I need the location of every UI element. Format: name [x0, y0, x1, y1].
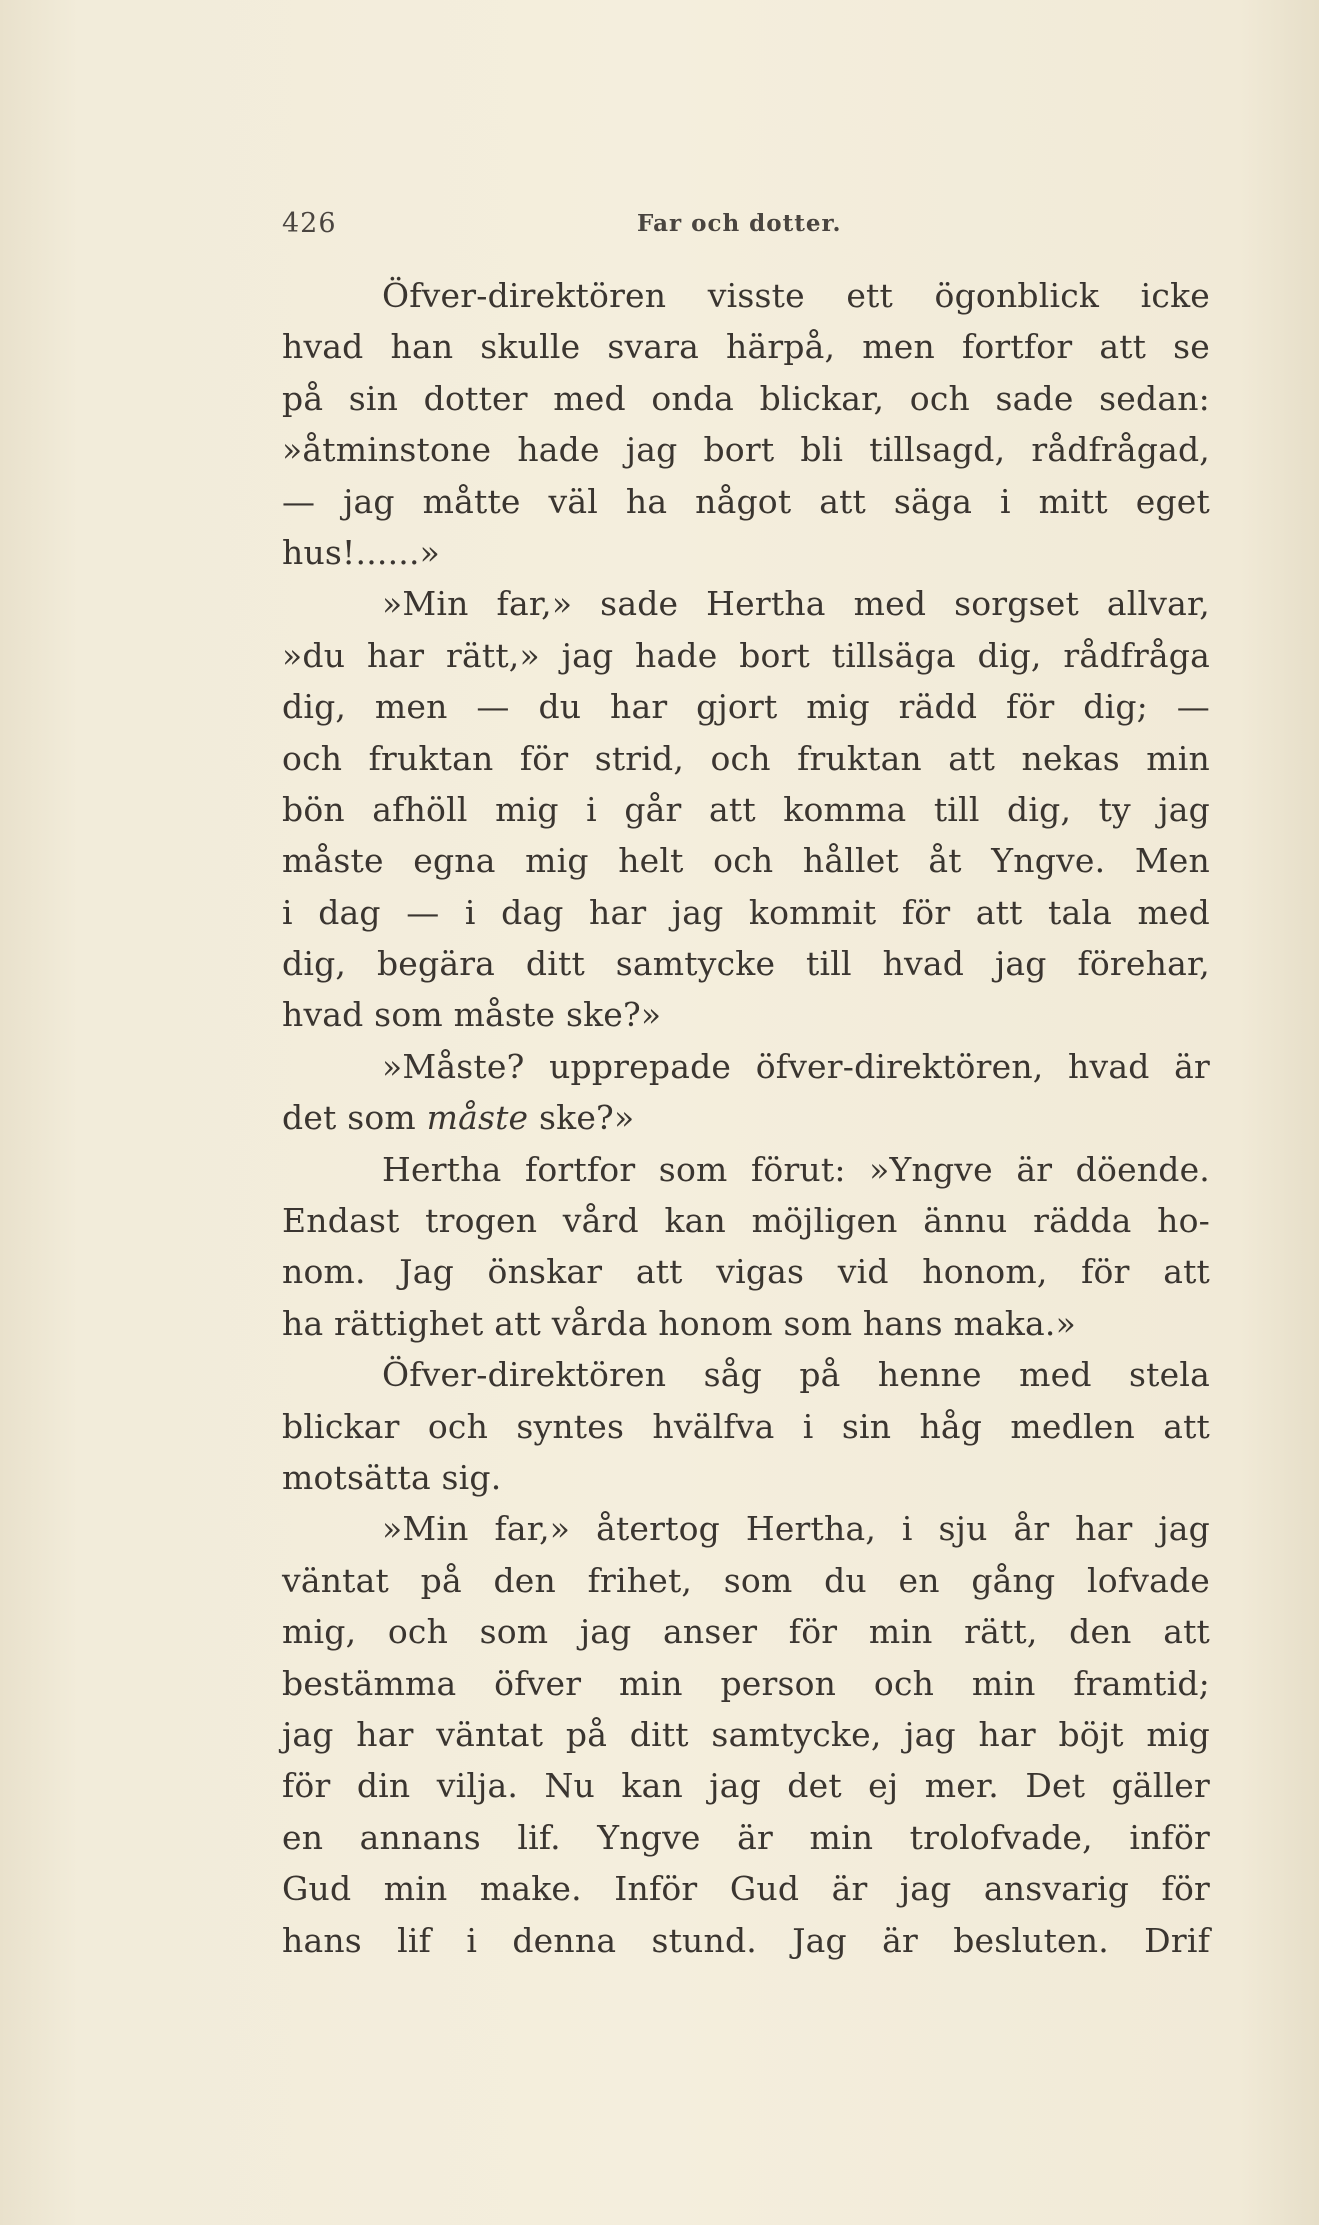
text-line: »Måste? upprepade öfver-direktören, hvad är	[382, 1046, 1210, 1086]
text-line: en annans lif. Yngve är min trolofvade, inför	[282, 1817, 1210, 1857]
text-line: Gud min make. Inför Gud är jag ansvarig för	[282, 1869, 1210, 1909]
text-line: »Min far,» sade Hertha med sorgset allvar,	[382, 584, 1210, 624]
running-title: Far och dotter.	[637, 210, 842, 237]
text-line	[282, 1092, 1210, 1143]
text-line: dig, begära ditt samtycke till hvad jag förehar,	[282, 944, 1210, 984]
text-segment: ske?»	[528, 1098, 635, 1138]
body-text	[282, 270, 1210, 1966]
text-line: bestämma öfver min person och min framtid;	[282, 1663, 1210, 1703]
text-line: ha rättighet att vårda honom som hans maka.»	[282, 1303, 1077, 1343]
text-line: »åtminstone hade jag bort bli tillsagd, rådfrågad,	[282, 430, 1210, 470]
text-line: och fruktan för strid, och fruktan att nekas min	[282, 738, 1210, 778]
text-line: på sin dotter med onda blickar, och sade sedan:	[282, 378, 1210, 418]
text-line: Öfver-direktören visste ett ögonblick icke	[382, 276, 1210, 315]
text-line: hvad han skulle svara härpå, men fortfor att se	[282, 327, 1210, 367]
text-line: Endast trogen vård kan möjligen ännu rädda ho-	[282, 1201, 1210, 1241]
text-line: Hertha fortfor som förut: »Yngve är döende.	[382, 1149, 1210, 1189]
text-line: hvad som måste ske?»	[282, 995, 662, 1035]
text-line: jag har väntat på ditt samtycke, jag har böjt mig	[282, 1714, 1210, 1754]
text-line: måste egna mig helt och hållet åt Yngve. Men	[282, 841, 1210, 881]
page-number: 426	[282, 208, 337, 239]
text-line: — jag måtte väl ha något att säga i mitt eget	[282, 481, 1210, 521]
text-line: motsätta sig.	[282, 1457, 502, 1497]
text-line: blickar och syntes hvälfva i sin håg medlen att	[282, 1406, 1210, 1446]
text-line: bön afhöll mig i går att komma till dig, ty jag	[282, 789, 1210, 829]
text-line: mig, och som jag anser för min rätt, den att	[282, 1612, 1210, 1652]
text-line: i dag — i dag har jag kommit för att tala med	[282, 892, 1210, 932]
text-line: Öfver-direktören såg på henne med stela	[382, 1355, 1210, 1395]
text-segment: det som	[282, 1098, 427, 1138]
text-line: för din vilja. Nu kan jag det ej mer. Det gäller	[282, 1766, 1210, 1806]
text-line: nom. Jag önskar att vigas vid honom, för att	[282, 1252, 1210, 1292]
text-line: hus!......»	[282, 532, 441, 572]
page-header	[282, 208, 1217, 248]
text-line: väntat på den frihet, som du en gång lofvade	[282, 1560, 1210, 1600]
text-line: hans lif i denna stund. Jag är besluten. Drif	[282, 1920, 1210, 1960]
emphasized-word: måste	[426, 1098, 529, 1138]
text-line: »du har rätt,» jag hade bort tillsäga dig, rådfråga	[282, 635, 1210, 675]
text-line: »Min far,» återtog Hertha, i sju år har jag	[382, 1509, 1210, 1549]
text-line: dig, men — du har gjort mig rädd för dig; —	[282, 687, 1210, 727]
